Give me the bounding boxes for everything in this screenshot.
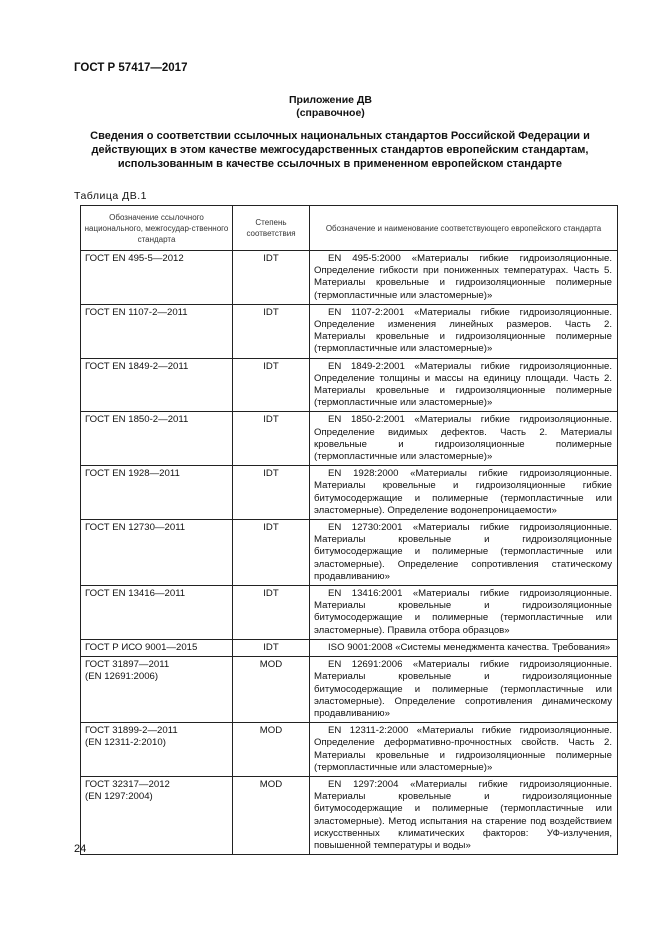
european-standard-cell: EN 1850-2:2001 «Материалы гибкие гидроизоляционные. Определение видимых дефектов. Часть 2. Материалы кровельные и гидроизоляционные полимерные (термопластичные или эластомерные)»: [310, 412, 618, 466]
degree-cell: IDT: [233, 304, 310, 358]
table-row: [81, 412, 618, 466]
national-standard-cell: ГОСТ Р ИСО 9001—2015: [81, 639, 233, 656]
correspondence-table-wrapper: [80, 205, 617, 855]
table-row: [81, 639, 618, 656]
table-row: [81, 520, 618, 586]
degree-cell: MOD: [233, 657, 310, 723]
degree-cell: IDT: [233, 639, 310, 656]
national-standard-cell: ГОСТ 32317—2012 (EN 1297:2004): [81, 776, 233, 854]
degree-cell: IDT: [233, 412, 310, 466]
correspondence-table: [80, 205, 618, 855]
table-body: [81, 251, 618, 855]
degree-cell: IDT: [233, 520, 310, 586]
national-standard-cell: ГОСТ 31897—2011 (EN 12691:2006): [81, 657, 233, 723]
table-row: [81, 776, 618, 854]
table-row: [81, 586, 618, 640]
appendix-title: Приложение ДВ: [289, 94, 372, 106]
national-standard-cell: ГОСТ EN 12730—2011: [81, 520, 233, 586]
degree-cell: IDT: [233, 466, 310, 520]
european-standard-cell: EN 1107-2:2001 «Материалы гибкие гидроизоляционные. Определение изменения линейных размеров. Часть 2. Материалы кровельные и гидроизоляционные полимерные (термопластичные или эластомерные)»: [310, 304, 618, 358]
national-standard-cell: ГОСТ EN 1849-2—2011: [81, 358, 233, 412]
national-standard-cell: ГОСТ EN 1850-2—2011: [81, 412, 233, 466]
national-standard-cell: ГОСТ EN 1107-2—2011: [81, 304, 233, 358]
european-standard-cell: EN 12311-2:2000 «Материалы гибкие гидроизоляционные. Определение деформативно-прочностных свойств. Часть 2. Материалы кровельные и гидроизоляционные полимерные (термопластичные или эластомерные)»: [310, 723, 618, 777]
national-standard-cell: ГОСТ EN 13416—2011: [81, 586, 233, 640]
column-header-european-standard: Обозначение и наименование соответствующего европейского стандарта: [310, 206, 618, 251]
degree-cell: IDT: [233, 251, 310, 305]
degree-cell: IDT: [233, 586, 310, 640]
table-row: [81, 358, 618, 412]
national-standard-cell: ГОСТ EN 495-5—2012: [81, 251, 233, 305]
degree-cell: MOD: [233, 723, 310, 777]
european-standard-cell: EN 1849-2:2001 «Материалы гибкие гидроизоляционные. Определение толщины и массы на единицу площади. Часть 2. Материалы кровельные и гидроизоляционные полимерные (термопластичные или эластомерные)»: [310, 358, 618, 412]
table-label: Таблица ДВ.1: [74, 190, 147, 202]
european-standard-cell: EN 12730:2001 «Материалы гибкие гидроизоляционные. Материалы кровельные и гидроизоляционные битумосодержащие и полимерные (термопластичные или эластомерные). Определение сопротивления статическому продавливанию»: [310, 520, 618, 586]
table-row: [81, 657, 618, 723]
table-row: [81, 304, 618, 358]
table-head: [81, 206, 618, 251]
appendix-heading: Сведения о соответствии ссылочных национальных стандартов Российской Федерации и действующих в этом качестве межгосударственных стандартов европейским стандартам, использованным в качестве ссылочных в примененном европейском стандарте: [90, 130, 590, 170]
page-number: 24: [74, 843, 87, 855]
table-header-row: [81, 206, 618, 251]
european-standard-cell: EN 12691:2006 «Материалы гибкие гидроизоляционные. Материалы кровельные и гидроизоляционные битумосодержащие и полимерные (термопластичные или эластомерные). Определение сопротивления динамическому продавливанию»: [310, 657, 618, 723]
appendix-subtitle: (справочное): [296, 107, 365, 119]
european-standard-cell: EN 1297:2004 «Материалы гибкие гидроизоляционные. Материалы кровельные и гидроизоляционные битумосодержащие и полимерные (термопластичные или эластомерные). Метод испытания на старение под воздействием искусственных климатических факторов: УФ-излучения, повышенной температуры и воды»: [310, 776, 618, 854]
national-standard-cell: ГОСТ 31899-2—2011 (EN 12311-2:2010): [81, 723, 233, 777]
european-standard-cell: ISO 9001:2008 «Системы менеджмента качества. Требования»: [310, 639, 618, 656]
national-standard-cell: ГОСТ EN 1928—2011: [81, 466, 233, 520]
table-row: [81, 723, 618, 777]
table-row: [81, 251, 618, 305]
european-standard-cell: EN 495-5:2000 «Материалы гибкие гидроизоляционные. Определение гибкости при пониженных температурах. Часть 5. Материалы кровельные и гидроизоляционные полимерные (термопластичные или эластомерные)»: [310, 251, 618, 305]
table-row: [81, 466, 618, 520]
degree-cell: IDT: [233, 358, 310, 412]
column-header-national-standard: Обозначение ссылочного национального, межгосудар-ственного стандарта: [81, 206, 233, 251]
european-standard-cell: EN 13416:2001 «Материалы гибкие гидроизоляционные. Материалы кровельные и гидроизоляционные битумосодержащие и полимерные (термопластичные или эластомерные). Правила отбора образцов»: [310, 586, 618, 640]
degree-cell: MOD: [233, 776, 310, 854]
european-standard-cell: EN 1928:2000 «Материалы гибкие гидроизоляционные. Материалы кровельные и гидроизоляционные гибкие битумосодержащие и полимерные (термопластичные или эластомерные). Определение водонепроницаемости»: [310, 466, 618, 520]
column-header-degree: Степень соответствия: [233, 206, 310, 251]
document-header: ГОСТ Р 57417—2017: [74, 62, 188, 74]
